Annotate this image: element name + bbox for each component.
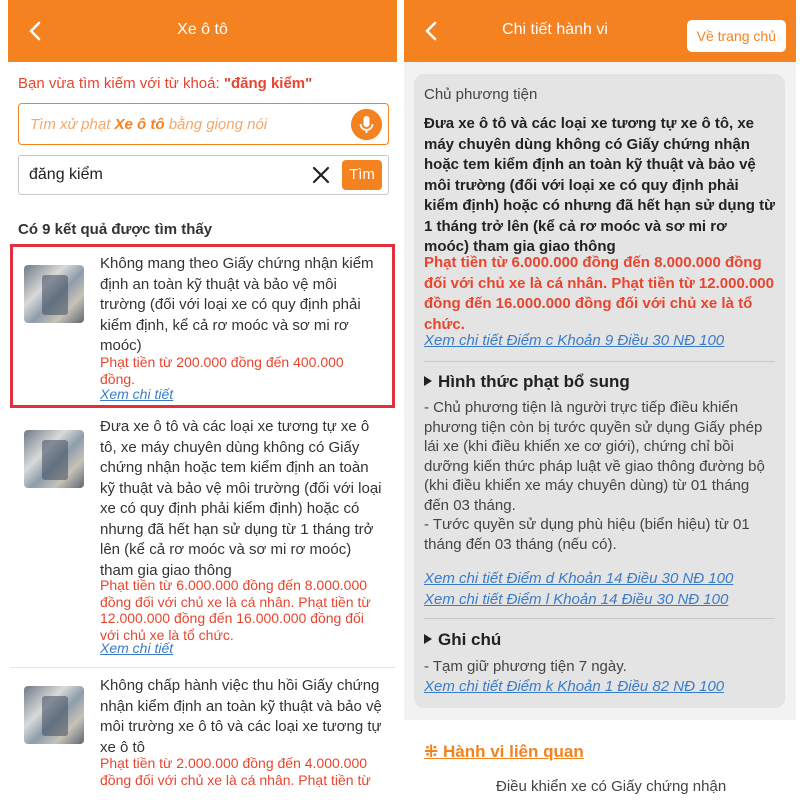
note-heading [424, 630, 501, 650]
fine-legal-link[interactable]: Xem chi tiết Điểm c Khoản 9 Điều 30 NĐ 100 [424, 332, 725, 349]
detail-screen [404, 0, 796, 800]
result-detail-link[interactable]: Xem chi tiết [100, 640, 174, 656]
thumbnail-image [24, 430, 84, 488]
result-detail-link[interactable]: Xem chi tiết [100, 386, 174, 402]
search-keyword-info [18, 75, 312, 92]
search-screen [8, 0, 397, 800]
note-legal-link[interactable]: Xem chi tiết Điểm k Khoản 1 Điều 82 NĐ 100 [424, 678, 725, 695]
result-title: Không chấp hành việc thu hồi Giấy chứng nhận kiểm định an toàn kỹ thuật và bảo vệ môi trường xe ô tô và các loại xe tương tự xe ô tô [100, 677, 382, 756]
keyword-value: "đăng kiểm" [223, 75, 313, 92]
search-input[interactable] [29, 164, 299, 186]
violation-fine: Phạt tiền từ 6.000.000 đồng đến 8.000.000 đồng đối với chủ xe là cá nhân. Phạt tiền từ 12.000.000 đồng đến 16.000.000 đồng đối với chủ xe là tổ chức. [424, 254, 774, 333]
note-body: - Tạm giữ phương tiện 7 ngày. [424, 658, 627, 675]
microphone-icon[interactable] [351, 109, 382, 140]
triangle-bullet-icon [424, 376, 432, 386]
violator-role: Chủ phương tiện [424, 86, 538, 103]
related-section [404, 720, 796, 800]
note-heading-text: Ghi chú [438, 630, 502, 649]
divider [424, 618, 775, 619]
page-title: Chi tiết hành vi [502, 21, 608, 38]
page-title: Xe ô tô [177, 21, 228, 38]
thumbnail-image [24, 686, 84, 744]
placeholder-post: bằng giọng nói [164, 116, 268, 133]
thumbnail-image [24, 265, 84, 323]
search-field [18, 155, 389, 195]
voice-search-placeholder [30, 116, 267, 133]
additional-penalty-heading-text: Hình thức phạt bổ sung [438, 372, 630, 391]
additional-penalty-heading [424, 372, 630, 392]
result-fine: Phạt tiền từ 6.000.000 đồng đến 8.000.000 đồng đối với chủ xe là cá nhân. Phạt tiền từ 12.000.000 đồng đến 16.000.000 đồng đối với chủ xe là tổ chức. [100, 577, 371, 643]
related-violations-title[interactable]: ⁜ Hành vi liên quan [424, 742, 584, 761]
top-bar [404, 0, 796, 62]
triangle-bullet-icon [424, 634, 432, 644]
violation-detail-card [414, 74, 785, 708]
results-count: Có 9 kết quả được tìm thấy [18, 221, 213, 238]
related-item[interactable]: Điều khiển xe có Giấy chứng nhận [496, 778, 727, 795]
clear-icon[interactable] [311, 165, 331, 185]
result-fine: Phạt tiền từ 2.000.000 đồng đến 4.000.000 đồng đối với chủ xe là cá nhân. Phạt tiền từ [100, 755, 371, 788]
placeholder-bold: Xe ô tô [114, 116, 165, 133]
result-title: Đưa xe ô tô và các loại xe tương tự xe ô tô, xe máy chuyên dùng không có Giấy chứng nhận hoặc tem kiểm định an toàn kỹ thuật và bảo vệ môi trường (đối với loại xe có quy định phải kiểm định) hoặc có nhưng đã hết hạn sử dụng từ 1 tháng trở lên (kể cả rơ moóc và sơ mi rơ moóc) tham gia giao thông [100, 418, 382, 579]
top-bar [8, 0, 397, 62]
additional-legal-link-1[interactable]: Xem chi tiết Điểm d Khoản 14 Điều 30 NĐ 100 [424, 570, 734, 587]
keyword-prefix: Bạn vừa tìm kiếm với từ khoá: [18, 75, 224, 92]
placeholder-pre: Tìm xử phạt [30, 116, 115, 133]
result-fine: Phạt tiền từ 200.000 đồng đến 400.000 đồng. [100, 354, 344, 387]
divider [424, 361, 775, 362]
result-item[interactable] [10, 669, 395, 800]
result-title: Không mang theo Giấy chứng nhận kiểm định an toàn kỹ thuật và bảo vệ môi trường (đối với loại xe có quy định phải kiểm định, kể cả rơ moóc và sơ mi rơ moóc) [100, 255, 374, 354]
result-item-selected[interactable] [10, 244, 395, 408]
violation-description: Đưa xe ô tô và các loại xe tương tự xe ô tô, xe máy chuyên dùng không có Giấy chứng nhận hoặc tem kiểm định an toàn kỹ thuật và bảo vệ môi trường (đối với loại xe có quy định phải kiểm định) hoặc có nhưng đã hết hạn sử dụng từ 1 tháng trở lên (kể cả rơ moóc và sơ mi rơ moóc) tham gia giao thông [424, 115, 775, 255]
result-item[interactable] [10, 410, 395, 668]
additional-penalty-body: - Chủ phương tiện là người trực tiếp điều khiển phương tiện còn bị tước quyền sử dụng Giấy phép lái xe (khi điều khiển xe cơ giới), chứng chỉ bồi dưỡng kiến thức pháp luật về giao thông đường bộ (khi điều khiển xe máy chuyên dùng) từ 01 tháng đến 03 tháng. - Tước quyền sử dụng phù hiệu (biển hiệu) từ 01 tháng đến 03 tháng (nếu có). [424, 399, 765, 553]
home-button[interactable]: Về trang chủ [687, 20, 786, 52]
voice-search-field[interactable] [18, 103, 389, 145]
search-button[interactable]: Tìm [342, 160, 382, 190]
additional-legal-link-2[interactable]: Xem chi tiết Điểm l Khoản 14 Điều 30 NĐ 100 [424, 591, 729, 608]
